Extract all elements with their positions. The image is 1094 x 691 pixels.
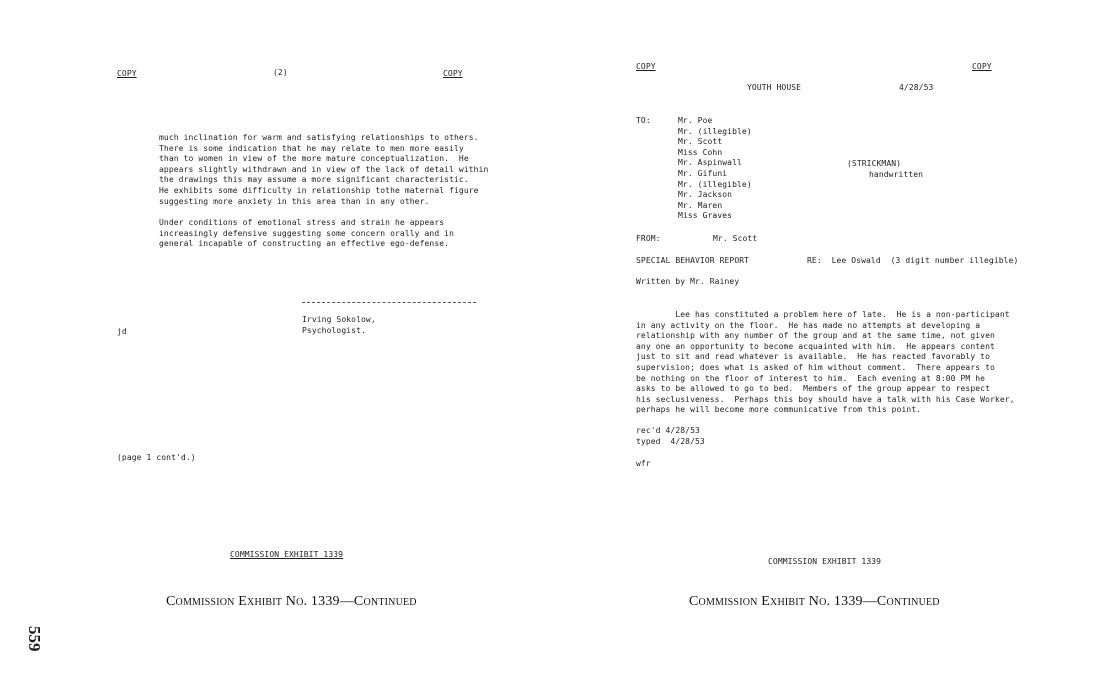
received-date: rec'd 4/28/53 bbox=[636, 426, 700, 435]
right-copy-stamp-left: COPY bbox=[636, 62, 656, 71]
written-by: Written by Mr. Rainey bbox=[636, 277, 740, 286]
recipient: Mr. Aspinwall bbox=[678, 158, 742, 168]
typist-initials-right: wfr bbox=[636, 459, 651, 468]
signature-line bbox=[302, 302, 476, 303]
left-copy-stamp-right: COPY bbox=[443, 69, 463, 78]
recipient: Miss Cohn bbox=[678, 147, 723, 157]
from-label: FROM: bbox=[636, 234, 661, 243]
left-exhibit-label: COMMISSION EXHIBIT 1339 bbox=[230, 550, 344, 559]
left-paragraph-2: Under conditions of emotional stress and strain he appears increasingly defensive suggesting some concern orally and in general incapable of constructing an effective ego-defense. bbox=[159, 218, 454, 249]
page-number: 559 bbox=[25, 626, 44, 652]
report-title: SPECIAL BEHAVIOR REPORT bbox=[636, 256, 750, 265]
recipient: Mr. Jackson bbox=[678, 190, 733, 200]
typed-date: typed 4/28/53 bbox=[636, 437, 705, 446]
recipient: Mr. Scott bbox=[678, 137, 723, 147]
organization-name: YOUTH HOUSE bbox=[747, 83, 802, 92]
continued-note: (page 1 cont'd.) bbox=[117, 453, 196, 462]
left-caption: Commission Exhibit No. 1339—Continued bbox=[166, 594, 417, 609]
recipient: Mr. Poe bbox=[678, 116, 713, 125]
recipient: Miss Graves bbox=[678, 211, 733, 221]
typist-initials: jd bbox=[117, 327, 127, 336]
signer-name: Irving Sokolow, bbox=[302, 315, 376, 324]
memo-date: 4/28/53 bbox=[899, 83, 934, 92]
recipient: Mr. (illegible) bbox=[678, 179, 752, 189]
left-paragraph-1: much inclination for warm and satisfying relationships to others. There is some indication that he may relate to men more easily than to women in view of the more mature conceptualization. He appears slightly withdrawn and in view of the lack of detail within the drawings this may assume a more significant characteristic. He exhibits some difficulty in relationship tothe maternal figure suggesting more anxiety in this area than in any other. bbox=[159, 133, 489, 206]
right-copy-stamp-right: COPY bbox=[972, 62, 992, 71]
handwritten-note: handwritten bbox=[869, 170, 924, 179]
right-caption: Commission Exhibit No. 1339—Continued bbox=[689, 594, 940, 609]
strickman-note: (STRICKMAN) bbox=[847, 159, 902, 168]
recipient: Mr. Gifuni bbox=[678, 168, 728, 178]
right-exhibit-label: COMMISSION EXHIBIT 1339 bbox=[768, 557, 882, 566]
re-line: RE: Lee Oswald (3 digit number illegible) bbox=[807, 256, 1019, 265]
report-body: Lee has constituted a problem here of late. He is a non-participant in any activity on the floor. He has made no attempts at developing a relationship with any number of the group and at the same time, not given any one an opportunity to become acquainted with him. He appears content just to sit and read whatever is available. He has reacted favorably to supervision; does what is asked of him without comment. There appears to be nothing on the floor of interest to him. Each evening at 8:00 PM he asks to be allowed to go to bed. Members of the group appear to respect his seclusiveness. Perhaps this boy should have a talk with his Case Worker, perhaps he will become more communicative from this point. bbox=[636, 310, 1015, 415]
left-copy-stamp-left: COPY bbox=[117, 69, 137, 78]
recipient: Mr. Maren bbox=[678, 200, 723, 210]
signer-title: Psychologist. bbox=[302, 326, 366, 335]
left-page-marker: (2) bbox=[273, 68, 288, 77]
recipient-list bbox=[678, 116, 752, 222]
from-name: Mr. Scott bbox=[713, 234, 758, 243]
to-label: TO: bbox=[636, 116, 651, 125]
recipient: Mr. (illegible) bbox=[678, 126, 752, 136]
